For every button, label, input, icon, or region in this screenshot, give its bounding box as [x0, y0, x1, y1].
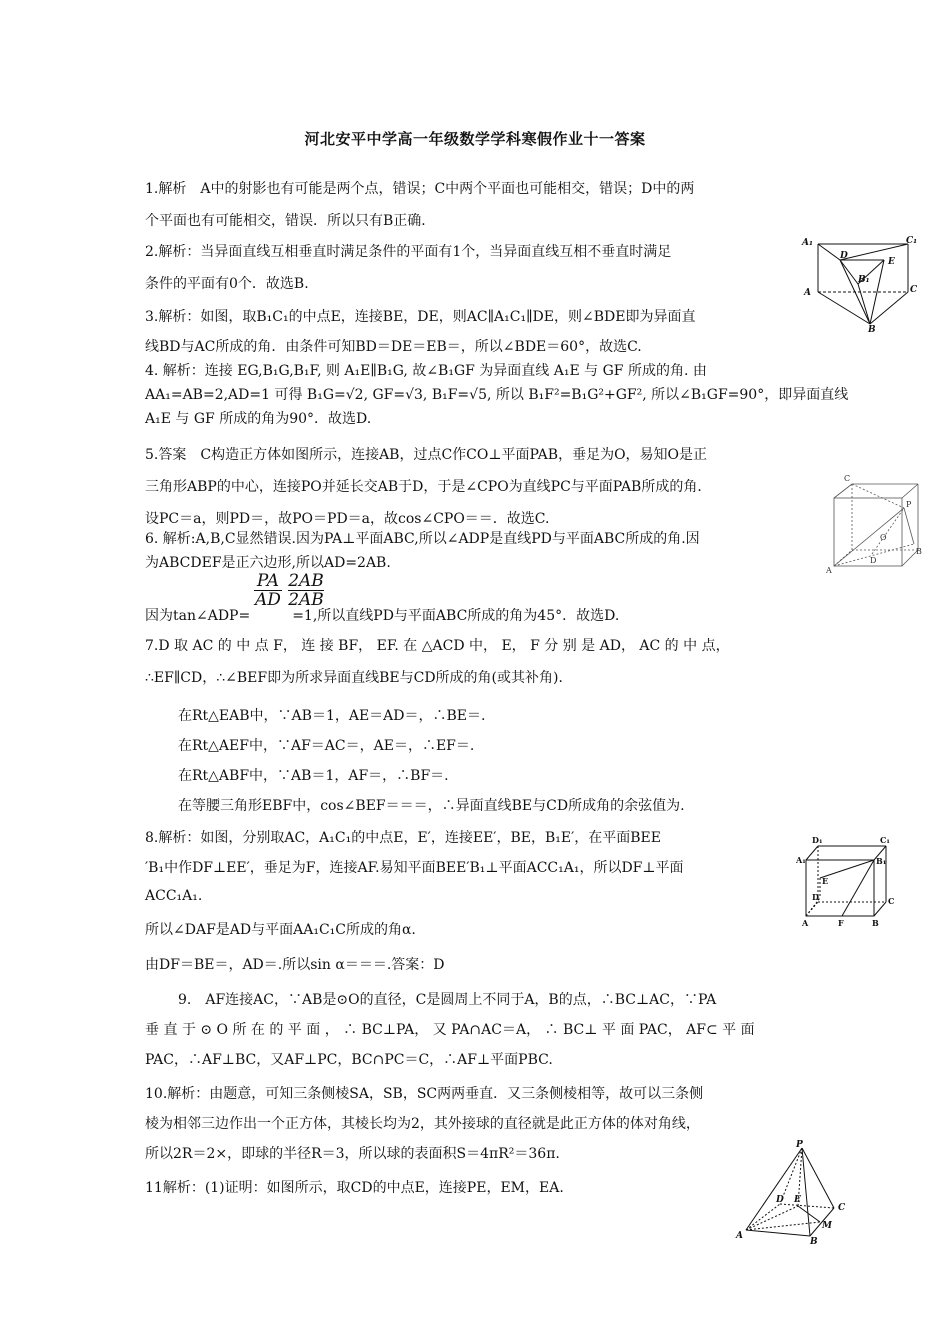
label: A: [804, 288, 811, 298]
fraction-2ab-2ab: [288, 572, 324, 609]
text-line: 由DF＝BE＝，AD＝.所以sin α＝＝＝.答案：D: [145, 957, 445, 973]
text-line: 在等腰三角形EBF中，cos∠BEF＝＝＝，∴异面直线BE与CD所成角的余弦值为.: [178, 798, 685, 814]
fraction-denominator: 2AB: [288, 590, 324, 610]
figure-cube-2: [826, 470, 926, 576]
text-line: 3.解析：如图，取B₁C₁的中点E，连接BE，DE，则AC∥A₁C₁∥DE，则∠BDE即为异面直: [145, 309, 696, 325]
label: C: [910, 285, 918, 295]
figure-pyramid-4: [732, 1138, 862, 1244]
label: B: [868, 325, 876, 332]
text-line: 5.答案 C构造正方体如图所示，连接AB，过点C作CO⊥平面PAB，垂足为O，易知O是正: [145, 447, 708, 463]
fraction-denominator: AD: [255, 590, 281, 610]
label: B₁: [876, 856, 887, 866]
text-line: ACC₁A₁.: [145, 888, 203, 904]
text-line: 棱为相邻三边作出一个正方体，其棱长均为2，其外接球的直径就是此正方体的体对角线，: [145, 1116, 700, 1132]
label: F: [838, 918, 844, 928]
text-line: 设PC＝a，则PD＝，故PO＝PD＝a，故cos∠CPO＝＝．故选C.: [145, 511, 550, 527]
label: C: [838, 1203, 846, 1213]
label: D₁: [812, 835, 823, 845]
text-line: 所以∠DAF是AD与平面AA₁C₁C所成的角α.: [145, 922, 416, 938]
text-line: 所以2R＝2×，即球的半径R＝3，所以球的表面积S＝4πR²＝36π.: [145, 1146, 560, 1162]
text-line: 9. AF连接AC，∵AB是⊙O的直径，C是圆周上不同于A，B的点，∴BC⊥AC，∵PA: [178, 992, 717, 1008]
fraction-pa-ad: [254, 572, 282, 609]
text-line: 4. 解析：连接 EG,B₁G,B₁F, 则 A₁E∥B₁G, 故∠B₁GF 为异面直线 A₁E 与 GF 所成的角. 由: [145, 363, 707, 379]
label: A: [736, 1231, 743, 1241]
label: D: [776, 1195, 784, 1205]
text-line: 8.解析：如图，分别取AC，A₁C₁的中点E，E′，连接EE′，BE，B₁E′，在平面BEE: [145, 830, 661, 846]
label: P: [796, 1140, 803, 1150]
label: E: [888, 257, 895, 267]
text-line: 在Rt△EAB中，∵AB＝1，AE＝AD＝，∴BE＝.: [178, 708, 486, 724]
label: B: [872, 918, 879, 928]
label: E: [822, 876, 829, 886]
label: C₁: [880, 835, 890, 845]
text-line: 在Rt△AEF中，∵AF＝AC＝，AE＝，∴EF＝.: [178, 738, 475, 754]
figure-cube-3: [796, 832, 896, 928]
label: A₁: [802, 238, 813, 248]
fraction-numerator: PA: [254, 572, 282, 591]
text-line: 因为tan∠ADP= =1,所以直线PD与平面ABC所成的角为45°．故选D.: [145, 608, 620, 624]
text-line: 10.解析：由题意，可知三条侧棱SA，SB，SC两两垂直．又三条侧棱相等，故可以三条侧: [145, 1086, 704, 1102]
label: D: [870, 556, 877, 565]
label: B: [810, 1237, 818, 1244]
label: A₁: [796, 855, 806, 865]
label: D: [840, 251, 848, 261]
text-line: 1.解析 A中的射影也有可能是两个点，错误；C中两个平面也可能相交，错误；D中的两: [145, 181, 695, 197]
text-line: AA₁=AB=2,AD=1 可得 B₁G=√2, GF=√3, B₁F=√5, 所以 B₁F²=B₁G²+GF², 所以∠B₁GF=90°，即异面直线: [145, 387, 849, 403]
fraction-numerator: 2AB: [288, 571, 324, 591]
text-line: PAC，∴AF⊥BC，又AF⊥PC，BC∩PC＝C，∴AF⊥平面PBC.: [145, 1052, 553, 1068]
text-line: 垂 直 于 ⊙ O 所 在 的 平 面 ， ∴ BC⊥PA， 又 PA∩AC＝A， ∴ BC⊥ 平 面 PAC， AF⊂ 平 面: [145, 1022, 755, 1038]
text-line: 为ABCDEF是正六边形,所以AD=2AB.: [145, 555, 391, 571]
figure-prism-1: [800, 232, 920, 332]
label: D: [812, 892, 819, 902]
text-line: 条件的平面有0个．故选B.: [145, 276, 309, 292]
label: B: [916, 547, 922, 556]
text-line: 线BD与AC所成的角．由条件可知BD＝DE＝EB＝，所以∠BDE＝60°，故选C.: [145, 339, 642, 355]
text-line: 三角形ABP的中心，连接PO并延长交AB于D，于是∠CPO为直线PC与平面PAB所成的角．: [145, 479, 712, 495]
text-line: 7.D 取 AC 的 中 点 F， 连 接 BF， EF. 在 △ACD 中， E， F 分 别 是 AD， AC 的 中 点，: [145, 638, 730, 654]
text-line: 11解析：(1)证明：如图所示，取CD的中点E，连接PE，EM，EA.: [145, 1180, 564, 1196]
label: M: [822, 1221, 832, 1231]
text-line: ′B₁中作DF⊥EE′，垂足为F，连接AF.易知平面BEE′B₁⊥平面ACC₁A₁，所以DF⊥平面: [145, 860, 684, 876]
label: P: [906, 500, 912, 509]
page-title: 河北安平中学高一年级数学学科寒假作业十一答案: [304, 130, 646, 148]
label: E: [794, 1195, 801, 1205]
label: A: [802, 918, 809, 928]
label: A: [826, 566, 832, 575]
label: C: [888, 896, 895, 906]
text-line: 2.解析：当异面直线互相垂直时满足条件的平面有1个，当异面直线互相不垂直时满足: [145, 244, 672, 260]
text-line: A₁E 与 GF 所成的角为90°．故选D.: [145, 411, 372, 427]
text-line: ∴EF∥CD，∴∠BEF即为所求异面直线BE与CD所成的角(或其补角)．: [145, 670, 573, 686]
text-line: 个平面也有可能相交，错误．所以只有B正确．: [145, 213, 436, 229]
text-line: 在Rt△ABF中，∵AB＝1，AF＝，∴BF＝.: [178, 768, 449, 784]
text-line: 6. 解析:A,B,C显然错误.因为PA⊥平面ABC,所以∠ADP是直线PD与平面ABC所成的角.因: [145, 531, 700, 547]
label: O: [880, 533, 887, 542]
label: B₁: [858, 275, 870, 285]
label: C₁: [906, 236, 918, 246]
label: C: [844, 474, 851, 483]
